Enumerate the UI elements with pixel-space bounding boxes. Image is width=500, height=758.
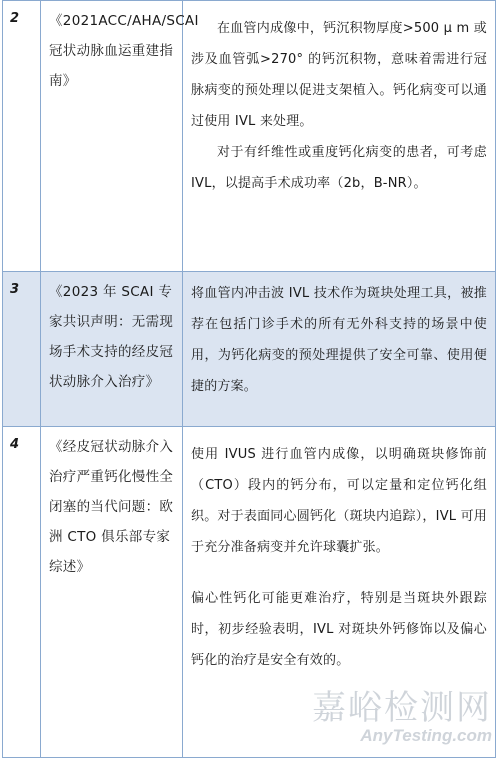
- table-row: [3, 272, 496, 427]
- recommendation-text: 使用 IVUS 进行血管内成像，以明确斑块修饰前（CTO）段内的钙分布，可以定量和定位钙化组织。对于表面同心圆钙化（斑块内追踪），IVL 可用于充分准备病变并允许球囊扩张。: [191, 447, 487, 555]
- recommendation-text: 偏心性钙化可能更难治疗，特别是当斑块外跟踪时，初步经验表明，IVL 对斑块外钙修饰以及偏心钙化的治疗是安全有效的。: [191, 591, 487, 668]
- guideline-title: 《2023 年 SCAI 专家共识声明：无需现场手术支持的经皮冠状动脉介入治疗》: [41, 272, 183, 427]
- guideline-title: 《2021ACC/AHA/SCAI冠状动脉血运重建指南》: [41, 1, 183, 272]
- recommendation-cell: [183, 272, 496, 427]
- guideline-table: [2, 0, 496, 758]
- row-number: 4: [3, 427, 41, 758]
- watermark-en: AnyTesting.com: [360, 726, 492, 745]
- table-row: [3, 1, 496, 272]
- row-number: 2: [3, 1, 41, 272]
- watermark-cn: 嘉峪检测网: [312, 688, 492, 728]
- watermark: [312, 690, 492, 746]
- recommendation-text: 将血管内冲击波 IVL 技术作为斑块处理工具，被推荐在包括门诊手术的所有无外科支持的场景中使用，为钙化病变的预处理提供了安全可靠、使用便捷的方案。: [191, 286, 487, 394]
- row-number: 3: [3, 272, 41, 427]
- recommendation-cell: [183, 1, 496, 272]
- recommendation-text: 对于有纤维性或重度钙化病变的患者，可考虑 IVL，以提高手术成功率（2b，B-NR）。: [191, 145, 487, 191]
- guideline-title: 《经皮冠状动脉介入治疗严重钙化慢性全闭塞的当代问题：欧洲 CTO 俱乐部专家综述》: [41, 427, 183, 758]
- recommendation-text: 在血管内成像中，钙沉积物厚度>500 μ m 或涉及血管弧>270° 的钙沉积物，意味着需进行冠脉病变的预处理以促进支架植入。钙化病变可以通过使用 IVL 来处理。: [191, 21, 487, 129]
